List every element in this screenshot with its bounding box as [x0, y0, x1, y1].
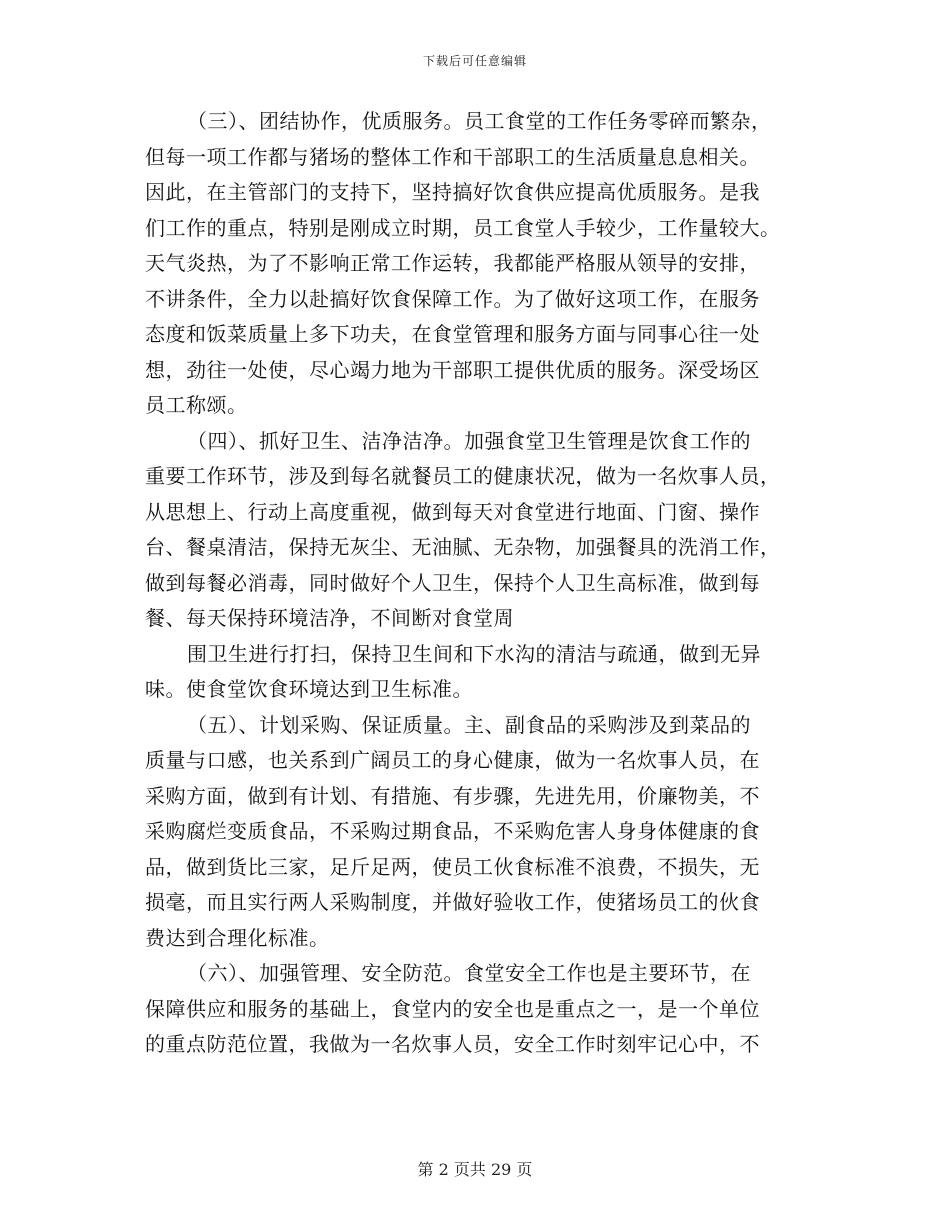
page-header: 下载后可任意编辑: [422, 54, 527, 68]
text-line: 台、餐桌清洁，保持无灰尘、无油腻、无杂物，加强餐具的洗消工作，: [145, 535, 781, 559]
text-line: 做到每餐必消毒，同时做好个人卫生，保持个人卫生高标准，做到每: [145, 570, 760, 595]
text-line: 天气炎热，为了不影响正常工作运转，我都能严格服从领导的安排，: [145, 251, 760, 275]
page-footer: 第 2 页共 29 页: [417, 1160, 533, 1179]
text-line: 费达到合理化标准。: [145, 925, 330, 950]
text-line: 想，劲往一处使，尽心竭力地为干部职工提供优质的服务。深受场区: [145, 357, 760, 382]
text-line: （三）、团结协作，优质服务。员工食堂的工作任务零碎而繁杂，: [187, 109, 772, 133]
text-line: 但每一项工作都与猪场的整体工作和干部职工的生活质量息息相关。: [145, 144, 760, 169]
text-line: （四）、抓好卫生、洁净洁净。加强食堂卫生管理是饮食工作的: [187, 428, 751, 453]
text-line: 损毫，而且实行两人采购制度，并做好验收工作，使猪场员工的伙食: [145, 890, 760, 914]
text-line: 们工作的重点，特别是刚成立时期，员工食堂人手较少，工作量较大。: [145, 215, 781, 240]
paragraph-6: [145, 956, 810, 1063]
text-line: 态度和饭菜质量上多下功夫，在食堂管理和服务方面与同事心往一处: [145, 322, 760, 346]
paragraph-3: [145, 104, 810, 424]
text-line: 的重点防范位置，我做为一名炊事人员，安全工作时刻牢记心中，不: [145, 1032, 760, 1056]
text-line: 不讲条件，全力以赴搞好饮食保障工作。为了做好这项工作，在服务: [145, 286, 760, 311]
text-line: 保障供应和服务的基础上，食堂内的安全也是重点之一，是一个单位: [145, 996, 760, 1021]
text-line: （五）、计划采购、保证质量。主、副食品的采购涉及到菜品的: [187, 712, 751, 737]
text-line: 品，做到货比三家，足斤足两，使员工伙食标准不浪费，不损失，无: [145, 854, 760, 879]
text-line: 质量与口感，也关系到广阔员工的身心健康，做为一名炊事人员，在: [145, 748, 760, 772]
paragraph-4: [145, 424, 810, 637]
document-body: [145, 104, 810, 1063]
text-line: 围卫生进行打扫，保持卫生间和下水沟的清洁与疏通，做到无异: [187, 641, 761, 666]
text-line: 餐、每天保持环境洁净，不间断对食堂周: [145, 606, 514, 630]
text-line: 员工称颂。: [145, 393, 248, 417]
paragraph-5: [145, 708, 810, 957]
text-line: 采购腐烂变质食品，不采购过期食品，不采购危害人身身体健康的食: [145, 819, 760, 843]
text-line: 从思想上、行动上高度重视，做到每天对食堂进行地面、门窗、操作: [145, 499, 760, 524]
text-line: 重要工作环节，涉及到每名就餐员工的健康状况，做为一名炊事人员，: [145, 464, 781, 488]
text-line: 味。使食堂饮食环境达到卫生标准。: [145, 677, 473, 701]
text-line: 因此，在主管部门的支持下，坚持搞好饮食供应提高优质服务。是我: [145, 180, 760, 204]
paragraph-4-continued: [145, 637, 810, 708]
text-line: 采购方面，做到有计划、有措施、有步骤，先进先用，价廉物美，不: [145, 783, 760, 808]
text-line: （六）、加强管理、安全防范。食堂安全工作也是主要环节，在: [187, 961, 751, 985]
